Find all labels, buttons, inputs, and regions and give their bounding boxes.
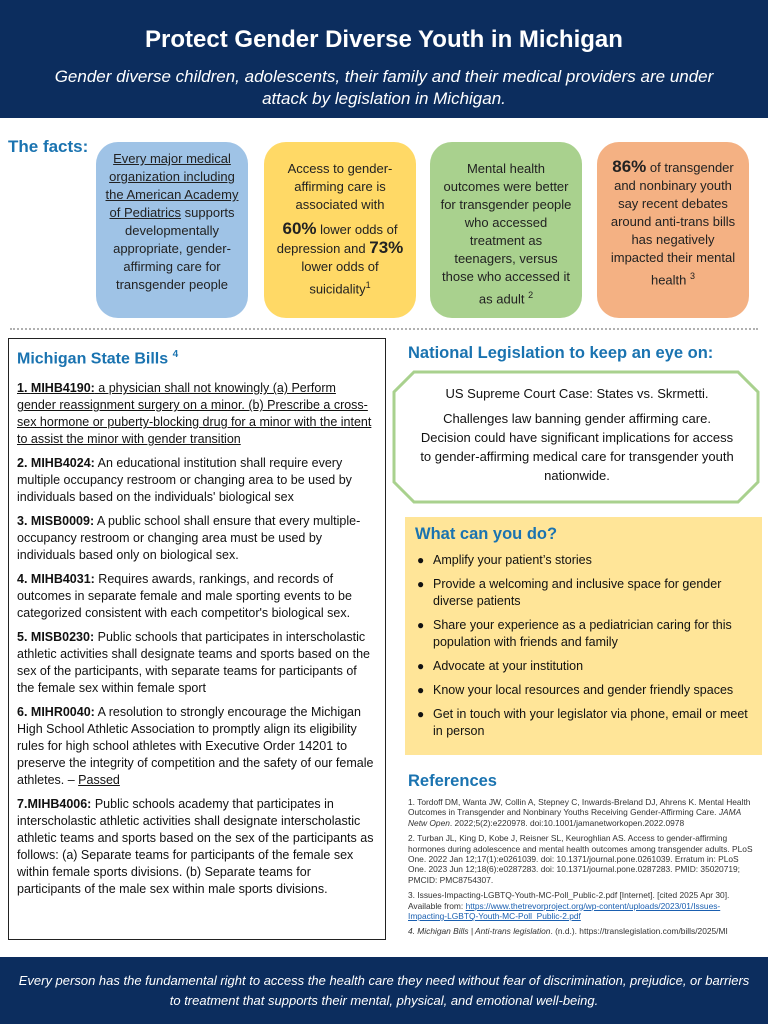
bill-num: 6.: [17, 705, 31, 720]
divider: [10, 328, 758, 330]
stat-depression: 60%: [282, 219, 317, 238]
reference-item: [408, 890, 756, 921]
action-text: Amplify your patient’s stories: [433, 553, 592, 567]
bill-code: MIHR0040:: [30, 705, 95, 720]
fact-card-poll: [597, 142, 749, 318]
bill-text: A public school shall ensure that every multiple-occupancy restroom or changing area must be used by individuals based only on biological sex.: [17, 514, 361, 563]
footnote-3: 3: [690, 271, 696, 281]
footnote-1: 1: [365, 280, 371, 290]
reference-text: . 2022;5(2):e220978. doi:10.1001/jamanetworkopen.2022.0978: [449, 817, 685, 828]
action-item: [415, 617, 752, 651]
action-item: [415, 706, 752, 740]
bill-item: [17, 380, 377, 448]
bill-num: 3.: [17, 514, 31, 529]
bill-text: A resolution to strongly encourage the Michigan High School Athletic Association to promptly align its eligibility rules for high school athletes with Executive Order 14201 to preserve the integrity of competition and the safety of our female athletes. –: [17, 705, 374, 788]
action-text: Share your experience as a pediatrician caring for this population with friends and family: [433, 618, 732, 649]
reference-text: . (n.d.). https://translegislation.com/bills/2025/MI: [550, 926, 728, 937]
bullet-icon: ●: [417, 683, 425, 697]
bullet-icon: ●: [417, 659, 425, 673]
what-can-you-do-title: What can you do?: [415, 525, 558, 543]
fact-card-odds: [264, 142, 416, 318]
fact-card-aap-underlined: Every major medical organization including the American Academy of Pediatrics: [105, 151, 239, 220]
bills-title-text: Michigan State Bills: [17, 350, 173, 368]
national-legislation-text: [418, 384, 736, 485]
stat-depression-text: lower odds of depression and: [276, 222, 398, 256]
facts-label: The facts:: [8, 137, 89, 156]
action-item: [415, 658, 752, 675]
bullet-icon: ●: [417, 553, 425, 567]
bill-text: a physician shall not knowingly (a) Perform gender reassignment surgery on a minor. (b) Prescribe a cross-sex hormone or puberty-blocking drug for a minor with the intent to assist the minor with gender transition: [17, 381, 372, 447]
action-item: [415, 682, 752, 699]
bill-text: An educational institution shall require every multiple occupancy restroom or changing area to be used by individuals based on the individuals' biological sex: [17, 456, 352, 505]
reference-text: 1. Tordoff DM, Wanta JW, Collin A, Stepney C, Inwards-Breland DJ, Ahrens K. Mental Health Outcomes in Transgender and Nonbinary Youths Receiving Gender-Affirming Care.: [408, 797, 751, 818]
bill-text: Requires awards, rankings, and records of outcomes in separate female and male sporting events to be categorized consistent with each competitor's biological sex.: [17, 572, 352, 621]
national-legislation-title: National Legislation to keep an eye on:: [408, 344, 714, 362]
bill-code: MIHB4190:: [30, 381, 95, 396]
footnote-2: 2: [528, 290, 534, 300]
bullet-icon: ●: [417, 707, 425, 721]
bill-code: MIHB4031:: [30, 572, 95, 587]
bullet-icon: ●: [417, 618, 425, 632]
reference-text: 3. Issues-Impacting-LGBTQ-Youth-MC-Poll_Public-2.pdf [Internet]. [cited 2025 Apr 30]. Available from:: [408, 890, 730, 911]
bill-num: 2.: [17, 456, 31, 471]
national-legislation-box: [392, 370, 760, 504]
bill-item: [17, 629, 377, 697]
bill-code: MIHB4024:: [30, 456, 95, 471]
fact-card-outcomes: [430, 142, 582, 318]
bill-item: [17, 513, 377, 564]
reference-item: [408, 926, 756, 936]
stat-poll: 86%: [612, 157, 647, 176]
action-item: [415, 576, 752, 610]
fact-card-aap: [96, 142, 248, 318]
bullet-icon: ●: [417, 577, 425, 591]
bill-num: 4.: [17, 572, 31, 587]
bill-item: [17, 796, 377, 898]
what-can-you-do-panel: [405, 517, 762, 755]
fact-card-poll-text: of transgender and nonbinary youth say recent debates around anti-trans bills has negatively impacted their mental health: [610, 160, 736, 288]
court-case: US Supreme Court Case: States vs. Skrmetti.: [445, 386, 709, 401]
reference-link[interactable]: https://www.thetrevorproject.org/wp-content/uploads/2023/01/Issues-Impacting-LGBTQ-Youth-MC-Poll_Public-2.pdf: [408, 900, 721, 922]
bill-item: [17, 704, 377, 789]
stat-suicidality: 73%: [369, 238, 404, 257]
fact-card-aap-text: supports developmentally appropriate, gender-affirming care for transgender people: [113, 205, 235, 292]
bill-num: 7.: [17, 797, 28, 812]
bill-code: MIHB4006:: [27, 797, 92, 812]
action-text: Get in touch with your legislator via phone, email or meet in person: [433, 707, 748, 738]
reference-item: [408, 797, 756, 828]
reference-item: [408, 833, 756, 885]
bills-title: [17, 349, 377, 368]
page-title: Protect Gender Diverse Youth in Michigan: [145, 26, 623, 53]
reference-title: 4. Michigan Bills | Anti-trans legislation: [408, 926, 551, 937]
action-text: Provide a welcoming and inclusive space for gender diverse patients: [433, 577, 722, 608]
page-subtitle: Gender diverse children, adolescents, their family and their medical providers are under attack by legislation in Michigan.: [54, 67, 714, 108]
action-list: [415, 552, 752, 740]
bill-code: MISB0230:: [30, 630, 95, 645]
court-case-description: Challenges law banning gender affirming care. Decision could have significant implications for access to gender-affirming medical care for transgender youth nationwide.: [420, 411, 734, 483]
fact-card-outcomes-text: Mental health outcomes were better for transgender people who accessed treatment as teenagers, versus those who accessed it as adult: [440, 161, 572, 307]
bill-item: [17, 455, 377, 506]
bill-item: [17, 571, 377, 622]
fact-card-odds-intro: Access to gender-affirming care is associated with: [287, 161, 393, 212]
footer-banner: [0, 957, 768, 1024]
footer-statement: Every person has the fundamental right to access the health care they need without fear of discrimination, prejudice, or barriers to treatment that supports their mental, physical, and emotional well-being.: [18, 973, 750, 1008]
header-banner: [0, 0, 768, 118]
reference-text: 2. Turban JL, King D, Kobe J, Reisner SL, Keuroghlian AS. Access to gender-affirming hormones during adolescence and mental health outcomes among transgender adults. PLoS One. 2022 Jan 12;17(1):e0261039. doi: 10.1371/journal.pone.0261039. Erratum in: PLoS One. 2023 Jun 12;18(6):e0287283. doi: 10.1371/journal.pone.0287283. PMID: 35020719; PMCID: PMC8754307.: [408, 833, 753, 885]
bill-text: Public schools academy that participates in interscholastic athletic activities shall designate interscholastic athletic teams and sports based on the sex of the participants as follows: (a) Separate teams for participants of the female sex within female sports divisions. (b) Separate teams for participants of the male sex within male sports divisions.: [17, 797, 374, 897]
action-item: [415, 552, 752, 569]
references-title: References: [408, 772, 497, 790]
michigan-bills-panel: [8, 338, 386, 940]
action-text: Advocate at your institution: [433, 659, 584, 673]
action-text: Know your local resources and gender friendly spaces: [433, 683, 734, 697]
bill-num: 1.: [17, 381, 31, 396]
footnote-4: 4: [172, 349, 179, 360]
bill-code: MISB0009:: [30, 514, 95, 529]
bill-num: 5.: [17, 630, 31, 645]
stat-suicidality-text: lower odds of suicidality: [301, 259, 379, 297]
passed-status: Passed: [78, 773, 120, 788]
references-section: [408, 772, 756, 942]
bill-text: Public schools that participates in interscholastic athletic activities shall designate teams and sports based on the sex of the participants, with separate teams for participants of the female sex within female sport: [17, 630, 370, 696]
reference-journal: JAMA Netw Open: [408, 807, 741, 828]
